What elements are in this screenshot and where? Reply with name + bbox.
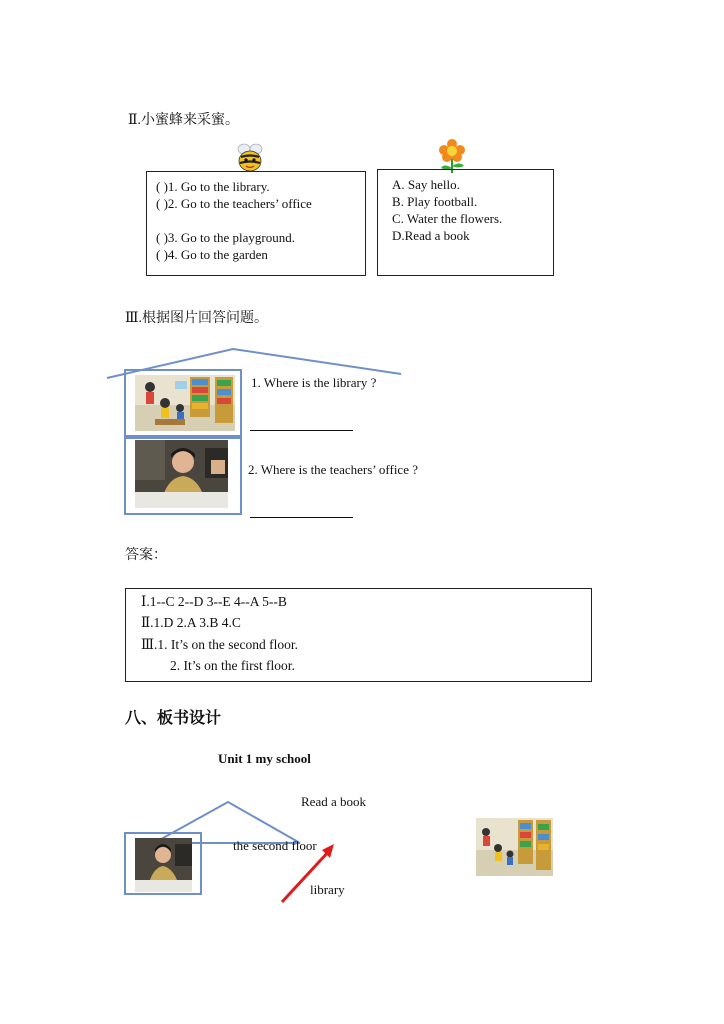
board-library-image (476, 818, 553, 876)
board-teacher-image (135, 838, 192, 892)
matching-left-box (146, 171, 366, 276)
answer-line-i: Ⅰ.1--C 2--D 3--E 4--A 5--B (141, 594, 287, 609)
left-item-3: ( )3. Go to the playground. (156, 230, 296, 245)
board-second-floor: the second floor (233, 838, 317, 853)
answer-line-2 (250, 517, 353, 518)
question-2: 2. Where is the teachers’ office ? (248, 462, 418, 477)
right-item-a: A. Say hello. (392, 177, 460, 192)
section2-title: Ⅱ.小蜜蜂来采蜜。 (128, 113, 240, 128)
right-item-d: D.Read a book (392, 228, 470, 243)
answer-line-ii: Ⅱ.1.D 2.A 3.B 4.C (141, 615, 241, 630)
unit-title: Unit 1 my school (218, 751, 311, 766)
question-1: 1. Where is the library ? (251, 375, 377, 390)
answers-box (125, 588, 592, 682)
left-item-2: ( )2. Go to the teachers’ office (156, 196, 312, 211)
left-item-4: ( )4. Go to the garden (156, 247, 268, 262)
answer-line-iii-1: Ⅲ.1. It’s on the second floor. (141, 637, 298, 652)
left-item-1: ( )1. Go to the library. (156, 179, 270, 194)
bee-icon (234, 141, 266, 173)
answer-line-iii-2: 2. It’s on the first floor. (170, 658, 295, 673)
answer-line-1 (250, 430, 353, 431)
right-item-c: C. Water the flowers. (392, 211, 503, 226)
section8-title: 八、板书设计 (125, 708, 222, 727)
library-image (135, 375, 235, 431)
section3-title: Ⅲ.根据图片回答问题。 (125, 311, 269, 326)
right-item-b: B. Play football. (392, 194, 478, 209)
board-library: library (310, 882, 345, 897)
teacher-image (135, 440, 228, 508)
answers-label: 答案： (125, 548, 167, 563)
board-read-a-book: Read a book (301, 794, 366, 809)
matching-right-box (377, 169, 554, 276)
